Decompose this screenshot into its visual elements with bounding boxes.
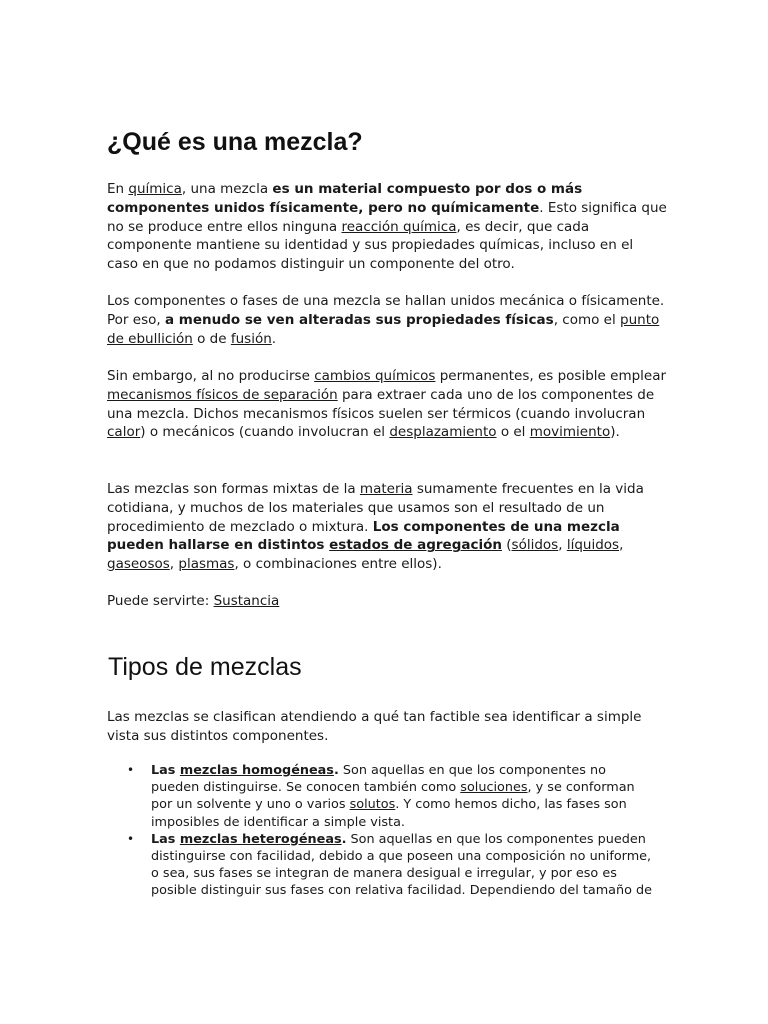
text-segment: Las mezclas son formas mixtas de la (107, 481, 360, 497)
text-segment: , (558, 537, 567, 554)
paragraph-components (107, 292, 667, 348)
text-segment: Son aquellas en que los componentes pueden distinguirse con facilidad, debido a que poseen una composición no uniforme, o sea, sus fases se integran de manera desigual e irregular, y por eso es posible distinguir sus fases con relativa facilidad. Dependiendo del tamaño de (151, 831, 653, 899)
bold-segment: Las (151, 831, 180, 847)
text-segment: ( (501, 537, 512, 554)
text-segment: Los componentes o fases de una mezcla se hallan unidos mecánica o físicamente. Por eso, (107, 293, 665, 328)
link-soluciones[interactable]: soluciones (460, 780, 528, 796)
text-segment: , una mezcla (181, 181, 273, 197)
link-desplazamiento[interactable]: desplazamiento (389, 424, 497, 441)
bullet-icon: • (127, 831, 135, 846)
link-mezclas-heterogeneas[interactable]: mezclas heterogéneas (179, 831, 342, 847)
link-quimica[interactable]: química (128, 181, 182, 197)
text-segment: , como el (553, 311, 621, 328)
bullet-icon: • (127, 763, 135, 777)
bold-segment: Los componentes de una mezcla pueden hallarse en distintos (107, 518, 620, 554)
text-segment: sumamente frecuentes en la vida cotidiana, y muchos de los materiales que usamos son el resultado de un procedimiento de mezclado o mixtura. (107, 481, 644, 535)
link-fusion[interactable]: fusión (230, 330, 272, 347)
link-mecanismos-fisicos[interactable]: mecanismos físicos de separación (107, 386, 338, 403)
link-movimiento[interactable]: movimiento (529, 424, 611, 441)
link-solutos[interactable]: solutos (349, 797, 396, 813)
bold-text (151, 832, 346, 847)
text-segment: Sin embargo, al no producirse (107, 368, 315, 384)
text-segment: Son aquellas en que los componentes no pueden distinguirse. Se conocen también como (151, 763, 606, 796)
link-solidos[interactable]: sólidos (511, 537, 559, 554)
bold-text: es un material compuesto por dos o más componentes unidos físicamente, pero no químicamente (107, 181, 583, 216)
text-segment: , (619, 537, 624, 554)
text-segment: , y se conforman por un solvente y uno o varios (151, 780, 635, 813)
bold-segment: Las (151, 763, 180, 778)
text-segment: , o combinaciones entre ellos). (234, 556, 442, 573)
mixture-types-list (107, 762, 652, 900)
link-gaseosos[interactable]: gaseosos (107, 556, 170, 573)
list-item (107, 762, 652, 831)
text-segment: , (169, 556, 179, 573)
list-item (107, 831, 652, 900)
text-segment: o de (192, 330, 231, 347)
text-segment: . Esto significa que no se produce entre ellos ninguna (107, 199, 667, 235)
text-segment: Puede servirte: (107, 593, 214, 609)
paragraph-everyday (107, 480, 667, 574)
text-segment: o el (496, 424, 530, 441)
section-heading-tipos: Tipos de mezclas (108, 653, 302, 681)
link-punto-de-ebullicion[interactable]: punto de ebullición (107, 311, 660, 347)
bold-text: a menudo se ven alteradas sus propiedades físicas (164, 311, 554, 328)
bold-segment: . (333, 763, 339, 778)
link-calor[interactable]: calor (107, 424, 141, 441)
text-segment: . (271, 330, 277, 347)
text-segment: En (107, 181, 129, 197)
paragraph-classification: Las mezclas se clasifican atendiendo a qué tan factible sea identificar a simple vista sus distintos componentes. (107, 709, 642, 744)
link-plasmas[interactable]: plasmas (178, 556, 235, 573)
paragraph-see-also (107, 592, 667, 611)
text-segment: para extraer cada uno de los componentes de una mezcla. Dichos mecanismos físicos suelen ser térmicos (cuando involucran (107, 386, 655, 422)
bold-text (151, 763, 339, 778)
link-sustancia[interactable]: Sustancia (213, 593, 280, 609)
link-reaccion-quimica[interactable]: reacción química (341, 218, 457, 235)
text-segment: . Y como hemos dicho, las fases son imposibles de identificar a simple vista. (151, 797, 627, 830)
link-liquidos[interactable]: líquidos (566, 537, 620, 554)
paragraph-separation (107, 367, 667, 442)
page-title: ¿Qué es una mezcla? (107, 128, 363, 156)
bold-segment: . (341, 831, 347, 847)
link-cambios-quimicos[interactable]: cambios químicos (314, 368, 436, 384)
link-estados-de-agregacion[interactable]: estados de agregación (329, 537, 502, 554)
text-segment: ). (610, 424, 620, 441)
link-materia[interactable]: materia (359, 481, 413, 497)
link-mezclas-homogeneas[interactable]: mezclas homogéneas (179, 763, 334, 778)
text-segment: permanentes, es posible emplear (435, 368, 667, 384)
text-segment: , es decir, que cada componente mantiene su identidad y sus propiedades químicas, incluso en el caso en que no podamos distinguir un componente del otro. (107, 218, 634, 273)
paragraph-definition (107, 180, 667, 274)
text-segment: ) o mecánicos (cuando involucran el (140, 424, 390, 441)
